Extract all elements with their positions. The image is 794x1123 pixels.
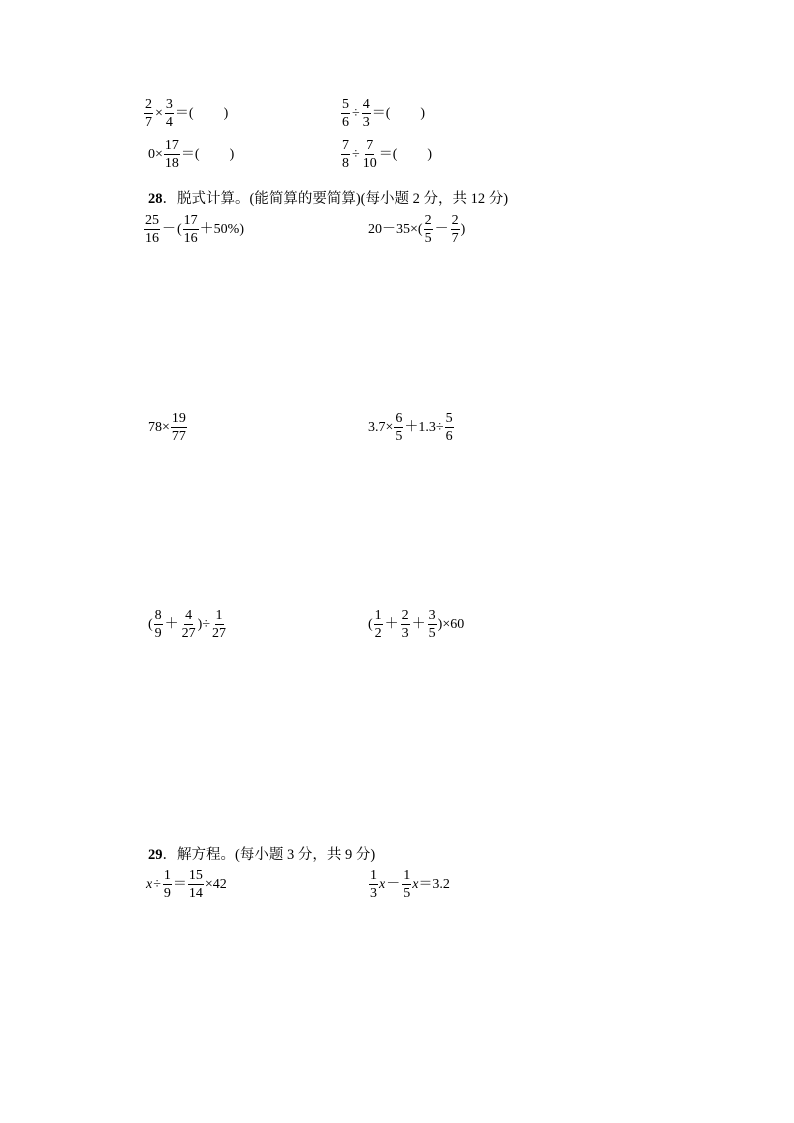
calc-expr-5: ( $\frac{8}{9}$ ＋ $\frac{4}{27}$ )÷ $\frac{1}{27}$ bbox=[148, 608, 227, 641]
fill-expr-3: 0× $\frac{17}{18}$ ＝ ( ) bbox=[148, 138, 235, 171]
question-number: 29 bbox=[148, 847, 163, 863]
equation-2: $\frac{1}{3}$ x － $\frac{1}{5}$ x ＝3.2 bbox=[370, 868, 450, 901]
fraction: $\frac{3}{4}$ bbox=[165, 97, 173, 130]
fraction: $\frac{4}{27}$ bbox=[181, 608, 196, 641]
fraction: $\frac{7}{8}$ bbox=[342, 138, 349, 171]
calc-expr-2: 20－35×( $\frac{2}{5}$ － $\frac{2}{7}$ ) bbox=[368, 213, 466, 246]
question-29-heading bbox=[148, 843, 375, 864]
calc-expr-6: ( $\frac{1}{2}$ ＋ $\frac{2}{3}$ ＋ $\frac{3}{5}$ )×60 bbox=[368, 608, 465, 641]
fraction: $\frac{5}{6}$ bbox=[445, 411, 453, 444]
calc-expr-4: 3.7× $\frac{6}{5}$ ＋1.3÷ $\frac{5}{6}$ bbox=[368, 411, 453, 444]
fraction: $\frac{2}{7}$ bbox=[451, 213, 459, 246]
fraction: $\frac{17}{16}$ bbox=[183, 213, 198, 246]
fraction: $\frac{25}{16}$ bbox=[145, 213, 159, 246]
fraction: $\frac{2}{7}$ bbox=[145, 97, 152, 130]
fraction: $\frac{7}{10}$ bbox=[362, 138, 377, 171]
fraction: $\frac{1}{3}$ bbox=[370, 868, 377, 901]
calc-expr-3: 78× $\frac{19}{77}$ bbox=[148, 411, 186, 444]
question-title: ．脱式计算。(能简算的要简算)(每小题 2 分，共 12 分) bbox=[162, 191, 509, 207]
fill-expr-2: $\frac{5}{6}$ ÷ $\frac{4}{3}$ ＝ ( ) bbox=[342, 97, 426, 130]
equation-1: x ÷ $\frac{1}{9}$ ＝ $\frac{15}{14}$ ×42 bbox=[146, 868, 227, 901]
question-28-heading bbox=[148, 187, 508, 208]
fraction: $\frac{2}{5}$ bbox=[424, 213, 432, 246]
fraction: $\frac{1}{27}$ bbox=[212, 608, 227, 641]
calc-expr-1: $\frac{25}{16}$ － ( $\frac{17}{16}$ ＋50%) bbox=[145, 213, 244, 246]
fraction: $\frac{15}{14}$ bbox=[188, 868, 203, 901]
question-title: ．解方程。(每小题 3 分，共 9 分) bbox=[162, 847, 376, 863]
question-number: 28 bbox=[148, 191, 163, 207]
fill-expr-1: $\frac{2}{7}$ × $\frac{3}{4}$ ＝ ( ) bbox=[145, 97, 229, 130]
fraction: $\frac{6}{5}$ bbox=[395, 411, 403, 444]
fraction: $\frac{3}{5}$ bbox=[428, 608, 436, 641]
fraction: $\frac{4}{3}$ bbox=[362, 97, 370, 130]
fraction: $\frac{1}{2}$ bbox=[374, 608, 382, 641]
fraction: $\frac{1}{5}$ bbox=[403, 868, 411, 901]
fraction: $\frac{5}{6}$ bbox=[342, 97, 349, 130]
fill-expr-4: $\frac{7}{8}$ ÷ $\frac{7}{10}$ ＝ ( ) bbox=[342, 138, 433, 171]
fraction: $\frac{2}{3}$ bbox=[401, 608, 409, 641]
fraction: $\frac{1}{9}$ bbox=[163, 868, 171, 901]
fraction: $\frac{17}{18}$ bbox=[164, 138, 179, 171]
fraction: $\frac{8}{9}$ bbox=[154, 608, 162, 641]
fraction: $\frac{19}{77}$ bbox=[171, 411, 186, 444]
